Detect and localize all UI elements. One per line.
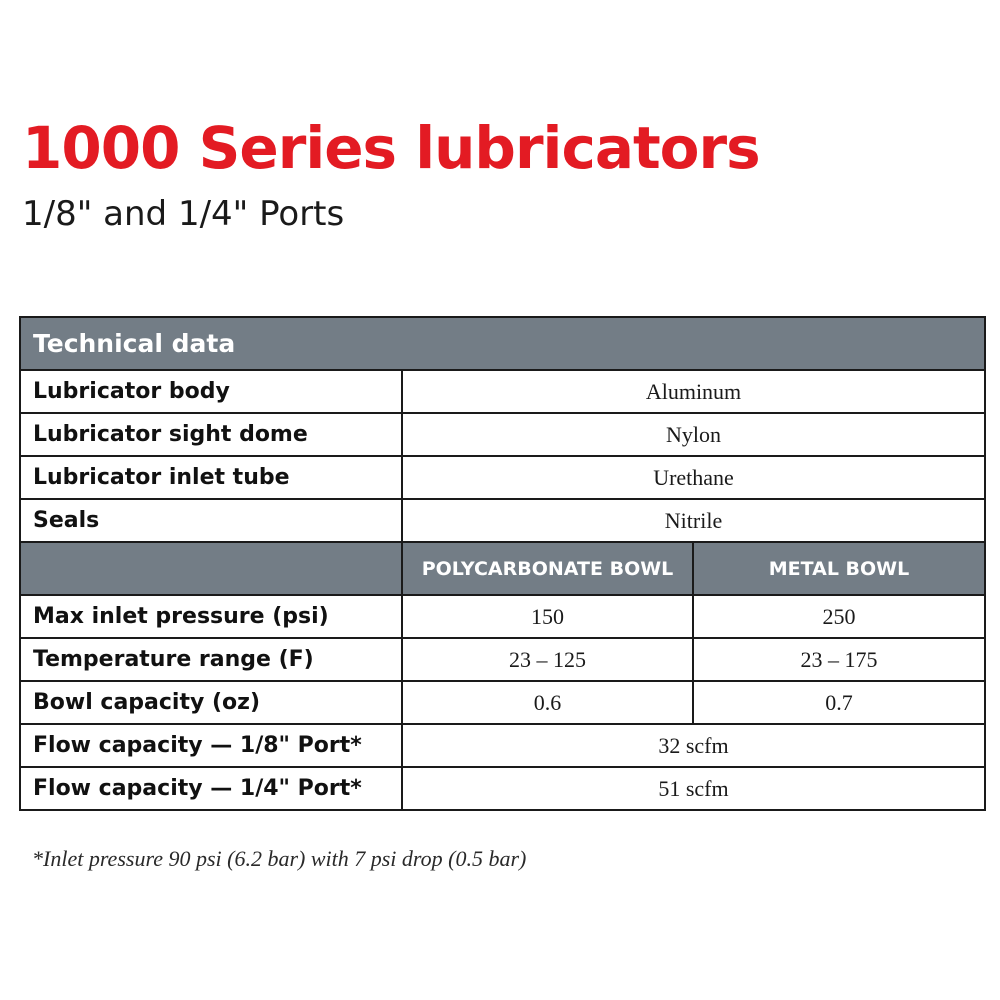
table-row [20, 413, 985, 456]
row-label: Lubricator inlet tube [20, 456, 402, 499]
table-row [20, 638, 985, 681]
table-row [20, 499, 985, 542]
table-row [20, 595, 985, 638]
row-value: 32 scfm [402, 724, 985, 767]
row-value: Aluminum [402, 370, 985, 413]
polycarbonate-value: 150 [402, 595, 693, 638]
row-label: Temperature range (F) [20, 638, 402, 681]
row-label: Lubricator body [20, 370, 402, 413]
row-value: Urethane [402, 456, 985, 499]
polycarbonate-bowl-header: POLYCARBONATE BOWL [402, 542, 693, 595]
polycarbonate-value: 0.6 [402, 681, 693, 724]
row-label: Lubricator sight dome [20, 413, 402, 456]
table-row [20, 370, 985, 413]
row-value: 51 scfm [402, 767, 985, 810]
table-row [20, 456, 985, 499]
table-row [20, 681, 985, 724]
page-subtitle: 1/8" and 1/4" Ports [22, 194, 345, 234]
metal-bowl-header: METAL BOWL [693, 542, 985, 595]
row-label: Flow capacity — 1/4" Port* [20, 767, 402, 810]
table-row [20, 724, 985, 767]
blank-header-cell [20, 542, 402, 595]
row-value: Nitrile [402, 499, 985, 542]
polycarbonate-value: 23 – 125 [402, 638, 693, 681]
technical-data-table [19, 316, 986, 811]
metal-value: 0.7 [693, 681, 985, 724]
table-header-row [20, 317, 985, 370]
footnote: *Inlet pressure 90 psi (6.2 bar) with 7 psi drop (0.5 bar) [32, 846, 527, 871]
metal-value: 23 – 175 [693, 638, 985, 681]
table-row [20, 767, 985, 810]
row-label: Flow capacity — 1/8" Port* [20, 724, 402, 767]
section-title: Technical data [20, 317, 985, 370]
bowl-header-row [20, 542, 985, 595]
row-label: Bowl capacity (oz) [20, 681, 402, 724]
metal-value: 250 [693, 595, 985, 638]
row-label: Seals [20, 499, 402, 542]
row-value: Nylon [402, 413, 985, 456]
page-title: 1000 Series lubricators [22, 114, 760, 182]
row-label: Max inlet pressure (psi) [20, 595, 402, 638]
